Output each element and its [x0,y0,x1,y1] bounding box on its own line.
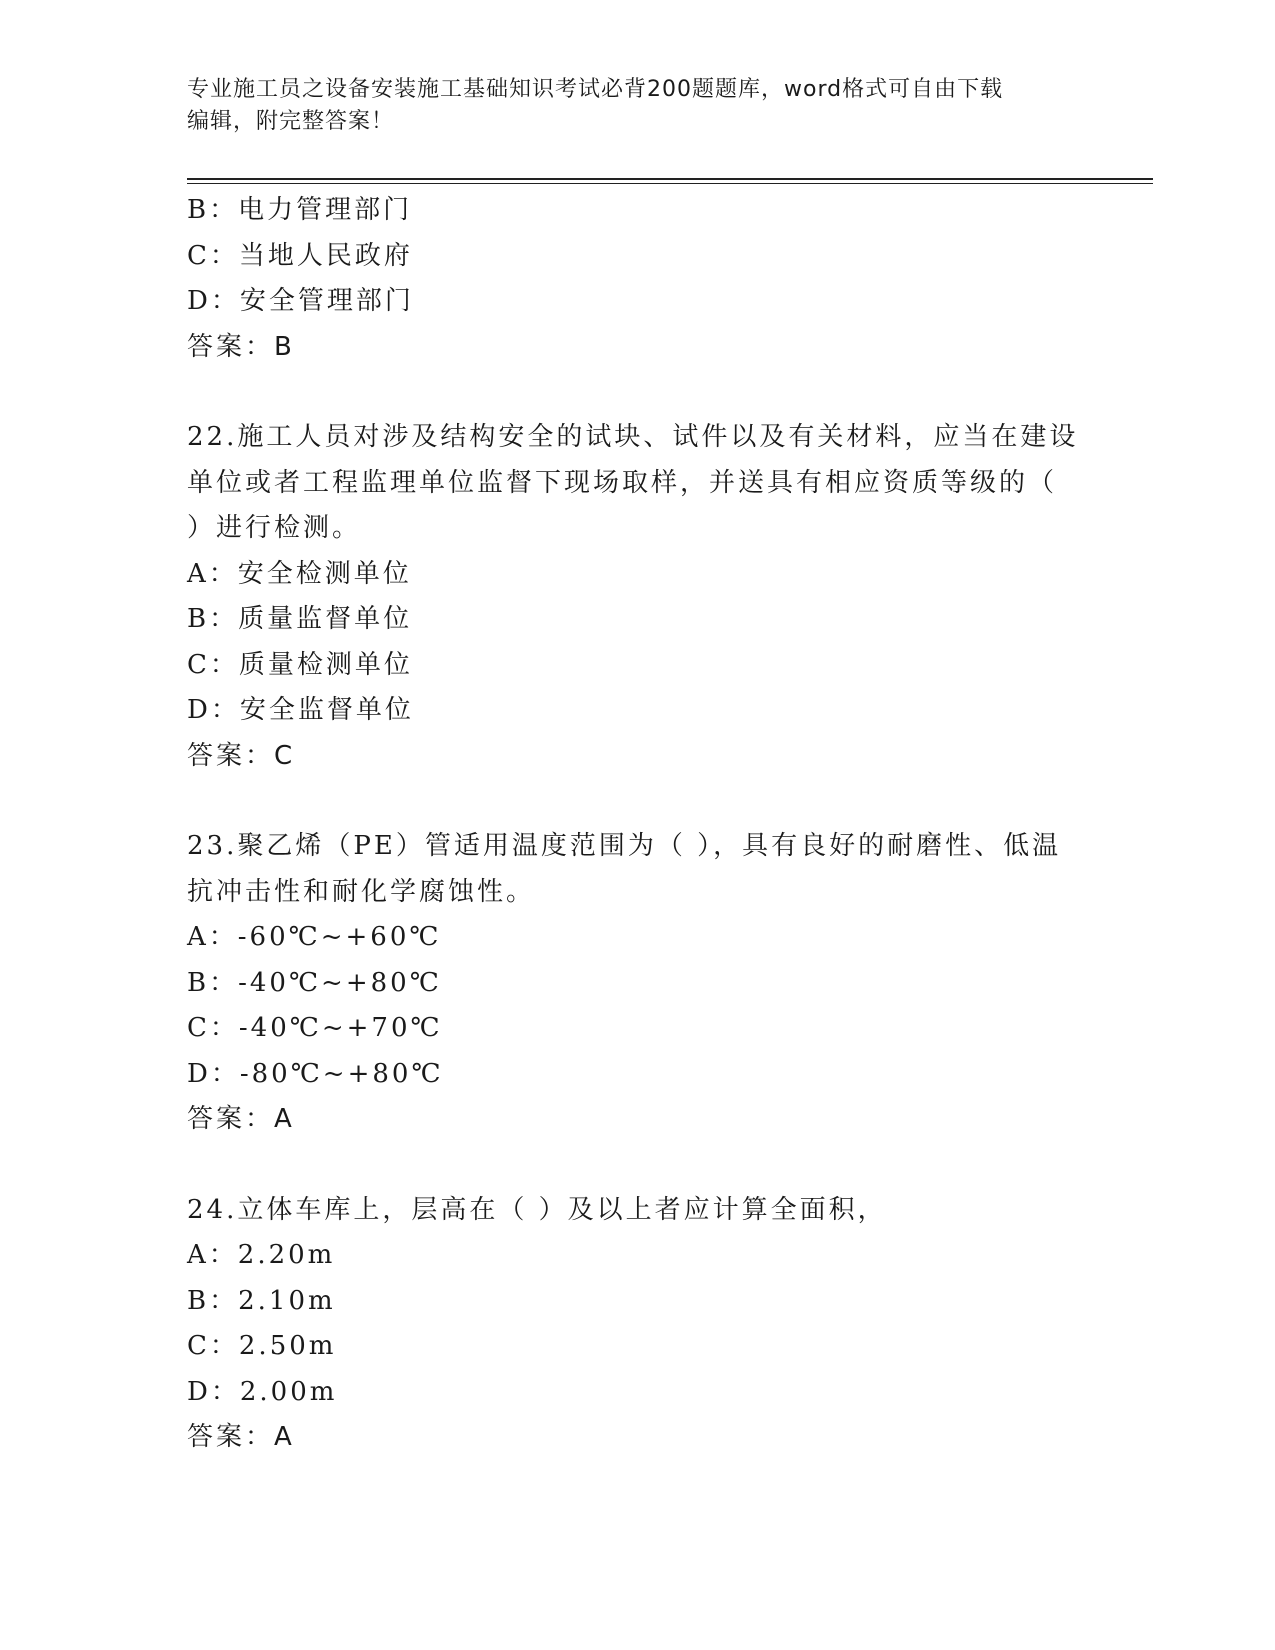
q22-option-d: D：安全监督单位 [187,695,414,725]
header-divider-thin [187,183,1153,184]
q23-option-b: B：-40℃~+80℃ [187,967,442,998]
q23-answer: 答案：A [187,1104,295,1134]
q21-option-d: D：安全管理部门 [187,286,414,316]
q23-stem-line-2: 抗冲击性和耐化学腐蚀性。 [187,876,536,907]
q22-stem-line-1: 22.施工人员对涉及结构安全的试块、试件以及有关材料，应当在建设 [187,422,1079,452]
question-21-tail [187,188,1087,370]
header-title-line-2: 编辑，附完整答案！ [187,109,395,134]
q21-option-b: B：电力管理部门 [187,195,413,225]
q22-answer: 答案：C [187,740,296,771]
q22-option-c: C：质量检测单位 [187,649,413,680]
q24-option-a: A：2.20m [187,1240,336,1270]
question-24 [187,1188,1087,1461]
q24-option-b: B：2.10m [187,1285,336,1316]
q24-answer: 答案：A [187,1422,295,1452]
q22-stem-line-3: ）进行检测。 [187,513,362,543]
q23-option-a: A：-60℃~+60℃ [187,922,442,952]
q23-option-d: D：-80℃~+80℃ [187,1058,444,1089]
question-list [187,188,1087,1461]
q21-option-c: C：当地人民政府 [187,240,413,271]
q24-stem-line-1: 24.立体车库上，层高在（ ）及以上者应计算全面积， [187,1194,887,1225]
header-divider-thick [187,178,1153,180]
q21-answer: 答案：B [187,331,295,362]
q22-option-b: B：质量监督单位 [187,604,413,634]
q22-option-a: A：安全检测单位 [187,558,412,589]
q22-stem-line-2: 单位或者工程监理单位监督下现场取样，并送具有相应资质等级的（ [187,467,1058,498]
header-title-line-1: 专业施工员之设备安装施工基础知识考试必背200题题库，word格式可自由下载 [187,77,1004,102]
q24-option-c: C：2.50m [187,1331,337,1361]
q23-stem-line-1: 23.聚乙烯（PE）管适用温度范围为（ ），具有良好的耐磨性、低温 [187,831,1062,861]
question-23 [187,824,1087,1143]
q24-option-d: D：2.00m [187,1376,338,1407]
document-header [187,74,1067,138]
q23-option-c: C：-40℃~+70℃ [187,1013,443,1043]
question-22 [187,415,1087,779]
